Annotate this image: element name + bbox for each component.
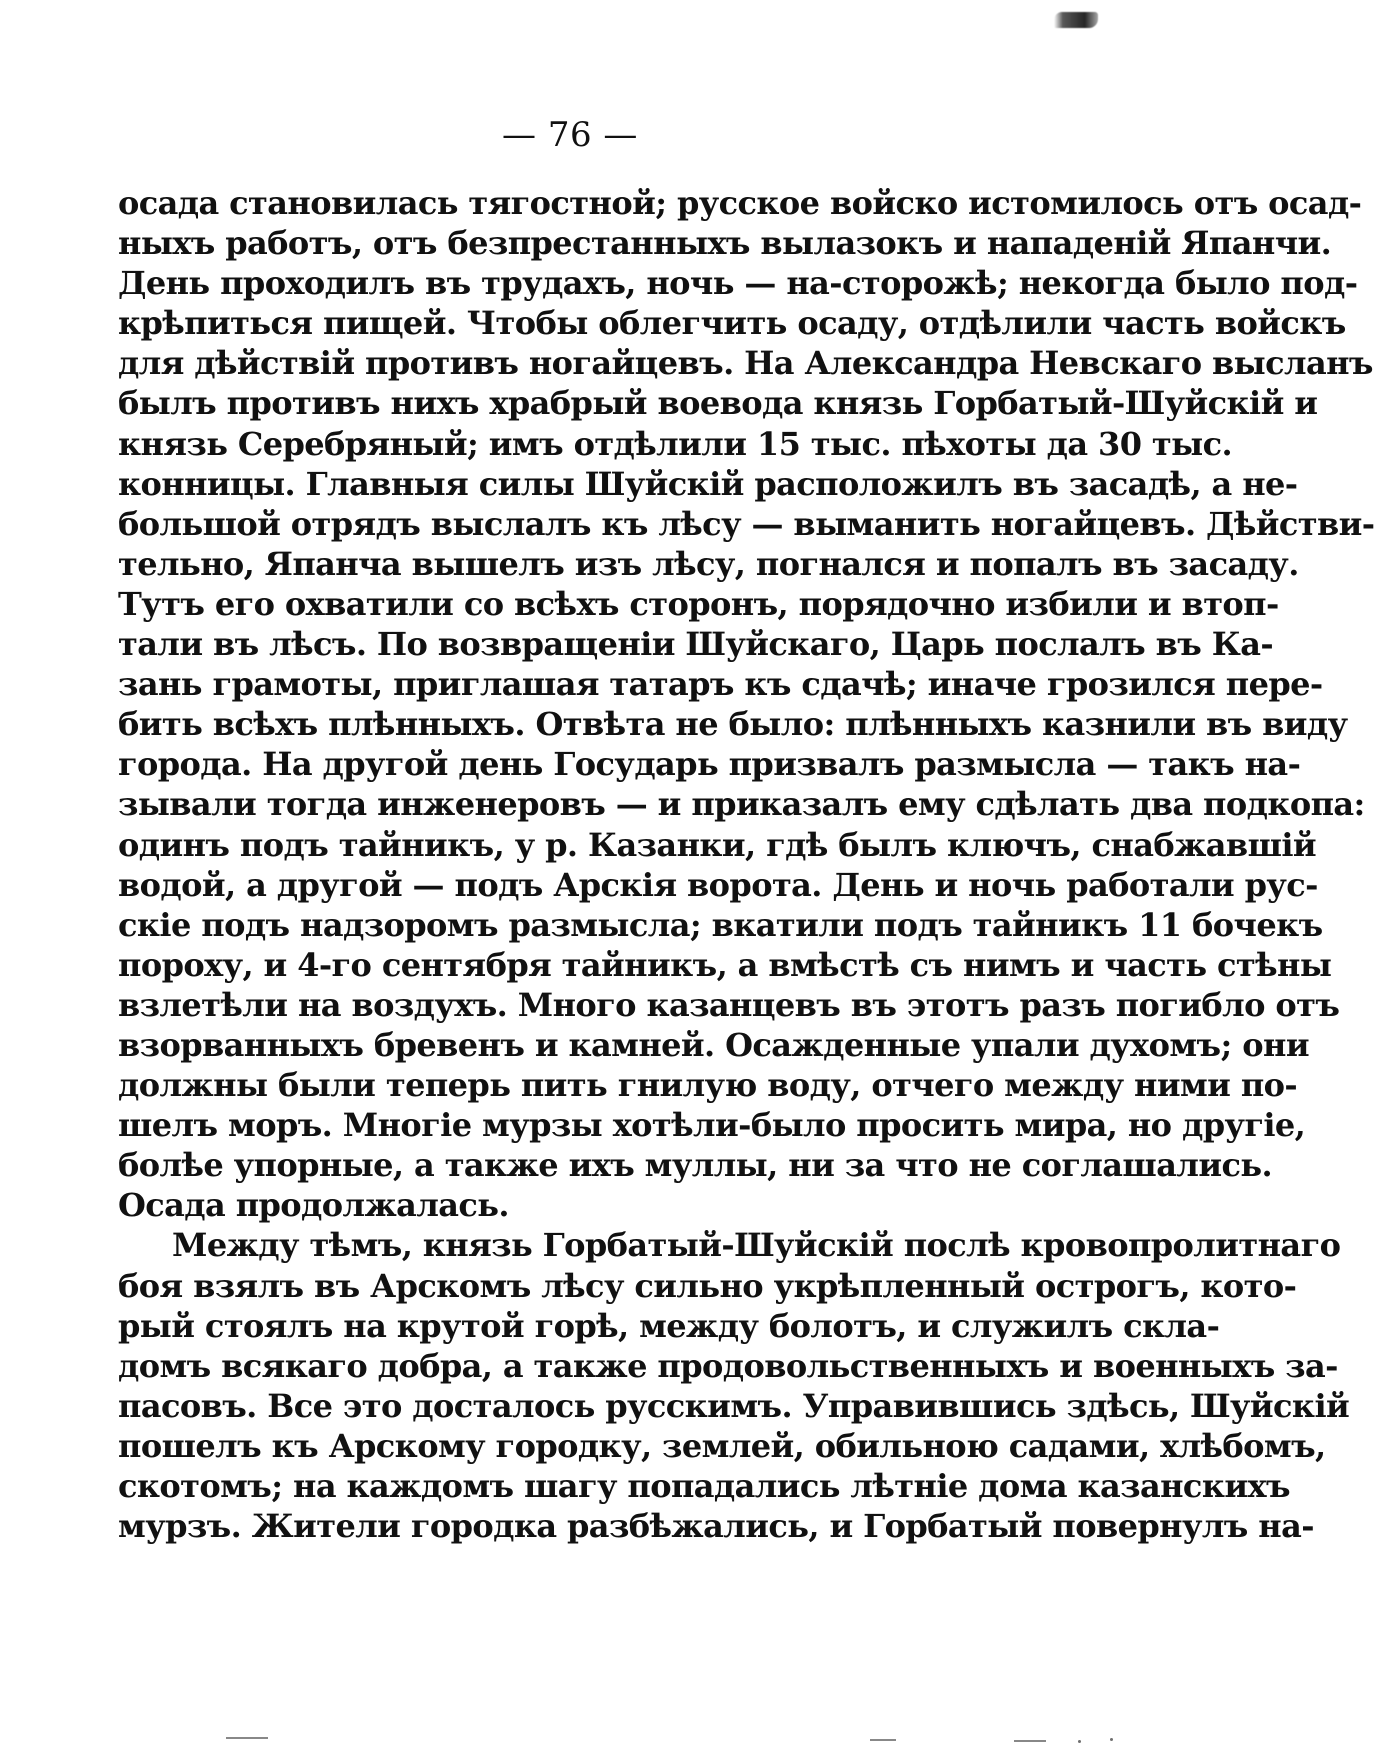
scan-dash-mark [226,1737,268,1739]
body-text [118,183,1374,1546]
text-line: скіе подъ надзоромъ размысла; вкатили подъ тайникъ 11 бочекъ [118,905,1323,944]
scan-dash-mark [1014,1740,1046,1742]
text-line: шелъ моръ. Многіе мурзы хотѣли-было просить мира, но другіе, [118,1106,1306,1145]
text-line: былъ противъ нихъ храбрый воевода князь Горбатый-Шуйскій и [118,384,1318,423]
text-line: водой, а другой — подъ Арскія ворота. День и ночь работали рус- [118,865,1318,904]
text-line: мурзъ. Жители городка разбѣжались, и Горбатый повернулъ на- [118,1507,1314,1546]
text-line: осада становилась тягостной; русское войско истомилось отъ осад- [118,184,1362,222]
text-line: пошелъ къ Арскому городку, землей, обильною садами, хлѣбомъ, [118,1426,1326,1465]
ink-smudge-mark [1054,12,1098,28]
text-line: скотомъ; на каждомъ шагу попадались лѣтніе дома казанскихъ [118,1467,1290,1505]
text-line: Тутъ его охватили со всѣхъ сторонъ, порядочно избили и втоп- [118,584,1279,623]
text-line: крѣпиться пищей. Чтобы облегчить осаду, отдѣлили часть войскъ [118,304,1346,343]
text-line: князь Серебряный; имъ отдѣлили 15 тыс. пѣхоты да 30 тыс. [118,424,1233,463]
text-line: конницы. Главныя силы Шуйскій расположилъ въ засадѣ, а не- [118,464,1298,503]
text-line: города. На другой день Государь призвалъ размысла — такъ на- [118,745,1301,784]
paragraph-2 [118,1225,1350,1546]
text-line: пасовъ. Все это досталось русскимъ. Управившись здѣсь, Шуйскій [118,1386,1350,1425]
text-line: большой отрядъ выслалъ къ лѣсу — выманить ногайцевъ. Дѣйстви- [118,504,1374,543]
page-number: — 76 — [502,115,638,155]
text-line: бить всѣхъ плѣнныхъ. Отвѣта не было: плѣнныхъ казнили въ виду [118,705,1348,744]
scan-dot-mark [1078,1740,1081,1743]
scan-dot-mark [1110,1738,1113,1741]
text-line: болѣе упорные, а также ихъ муллы, ни за что не соглашались. [118,1146,1272,1185]
text-line-final: Осада продолжалась. [118,1186,509,1225]
text-line: должны были теперь пить гнилую воду, отчего между ними по- [118,1066,1298,1105]
text-line: ныхъ работъ, отъ безпрестанныхъ вылазокъ и нападеній Япанчи. [118,224,1332,263]
text-line: зань грамоты, приглашая татаръ къ сдачѣ; иначе грозился пере- [118,665,1323,704]
scan-artifacts [0,1733,1140,1745]
paragraph-1 [118,183,1374,1225]
text-line-indented: Между тѣмъ, князь Горбатый-Шуйскій послѣ кровопролитнаго [172,1226,1341,1265]
text-line: пороху, и 4-го сентября тайникъ, а вмѣстѣ съ нимъ и часть стѣны [118,945,1332,984]
text-line: взлетѣли на воздухъ. Много казанцевъ въ этотъ разъ погибло отъ [118,985,1340,1024]
scan-dash-mark [870,1739,896,1741]
text-line: рый стоялъ на крутой горѣ, между болотъ, и служилъ скла- [118,1306,1220,1345]
text-line: одинъ подъ тайникъ, у р. Казанки, гдѣ былъ ключъ, снабжавшій [118,825,1317,864]
text-line: домъ всякаго добра, а также продовольственныхъ и военныхъ за- [118,1346,1338,1385]
text-line: взорванныхъ бревенъ и камней. Осажденные упали духомъ; они [118,1025,1309,1064]
text-line: День проходилъ въ трудахъ, ночь — на-сторожѣ; некогда было под- [118,264,1358,303]
text-line: тали въ лѣсъ. По возвращеніи Шуйскаго, Царь послалъ въ Ка- [118,625,1274,664]
text-line: зывали тогда инженеровъ — и приказалъ ему сдѣлать два подкопа: [118,785,1365,824]
text-line: тельно, Япанча вышелъ изъ лѣсу, погнался и попалъ въ засаду. [118,544,1299,583]
text-line: боя взялъ въ Арскомъ лѣсу сильно укрѣпленный острогъ, кото- [118,1266,1297,1305]
text-line: для дѣйствій противъ ногайцевъ. На Александра Невскаго высланъ [118,344,1373,383]
